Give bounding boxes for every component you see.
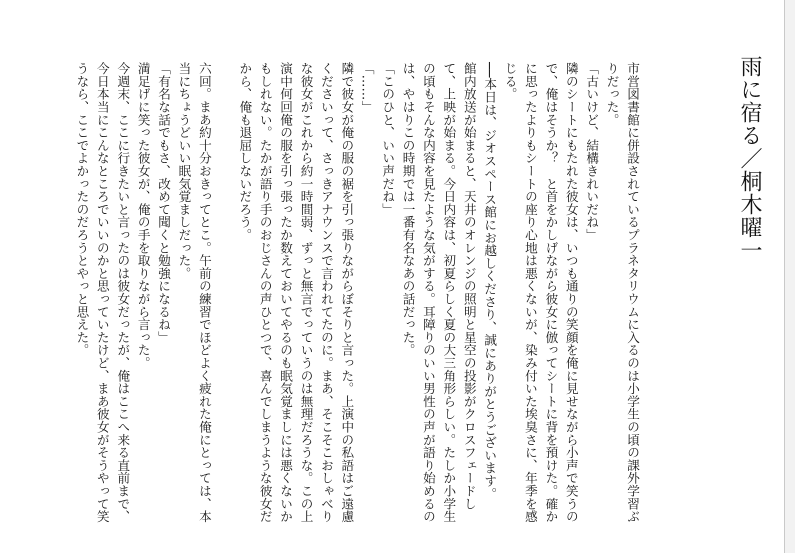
paragraph: 市営図書館に併設されているプラネタリウムに入るのは小学生の頃の課外学習ぶりだった。 (604, 62, 640, 523)
paragraph: 満足げに笑った彼女が、俺の手を取りながら言った。 (135, 62, 151, 370)
story-title: 雨に宿る／桐木曜一 (737, 55, 762, 262)
paragraph: 六回。まあ約十分おきってとこ。午前の練習でほどよく疲れた俺にとっては、本当にちょうどいい眠気覚ましだった。 (176, 62, 212, 523)
paragraph: 隣のシートにもたれた彼女は、いつも通りの笑顔を俺に見せながら小声で笑うので、俺はそうか？ と首をかしげながら彼女に倣ってシートに背を預けた。確かに思ったよりもシートの座り心地は悪くないが、染み付いた埃臭さに、年季を感じる。 (502, 62, 579, 523)
story-body (71, 62, 642, 532)
paragraph: 館内放送が始まると、天井のオレンジの照明と星空の投影がクロスフェードして、上映が始まる。今日内容は、初夏らしく夏の大三角形らしい。たしか小学生の頃もそんな内容を見たような気がする。耳障りのいい男性の声が語り始めるのは、やはりこの時期では一番有名なあの話だった。 (400, 62, 477, 523)
paragraph: 今週末、ここに行きたいと言ったのは彼女だったが、俺はここへ来る直前まで、今日本当にこんなところでいいのかと思っていたけど、まあ彼女がそうやって笑うなら、ここでよかったのだろうとやっと思えた。 (74, 62, 131, 523)
paragraph: ──本日は、ジオスペース館にお越しくださり、誠にありがとうございます。 (482, 62, 498, 500)
paragraph: 「有名な話でもさ、改めて聞くと勉強になるね」 (156, 62, 172, 344)
paragraph: 「このひと、いい声だね」 (380, 62, 396, 216)
scene-break (214, 62, 234, 532)
paragraph: 隣で彼女が俺の服の裾を引っ張りながらぼそりと言った。上演中の私語はご遠慮くださいって、さっきアナウンスで言われてたのに。まあ、そこそこおしゃべりな彼女がこれから約一時間弱、ずっと無言でっていうのは無理だろうな。この上演中何回俺の服を引っ張ったか数えておいてやるのも眠気覚ましには悪くないかもしれない。たかが語り手のおじさんの声ひとつで、喜んでしまうような彼女だから、俺も退屈しないだろう。 (237, 62, 355, 523)
paragraph: 「古いけど、結構きれいだね」 (584, 62, 600, 242)
viewer-gutter (785, 0, 795, 553)
paragraph: 「……」 (359, 62, 375, 114)
